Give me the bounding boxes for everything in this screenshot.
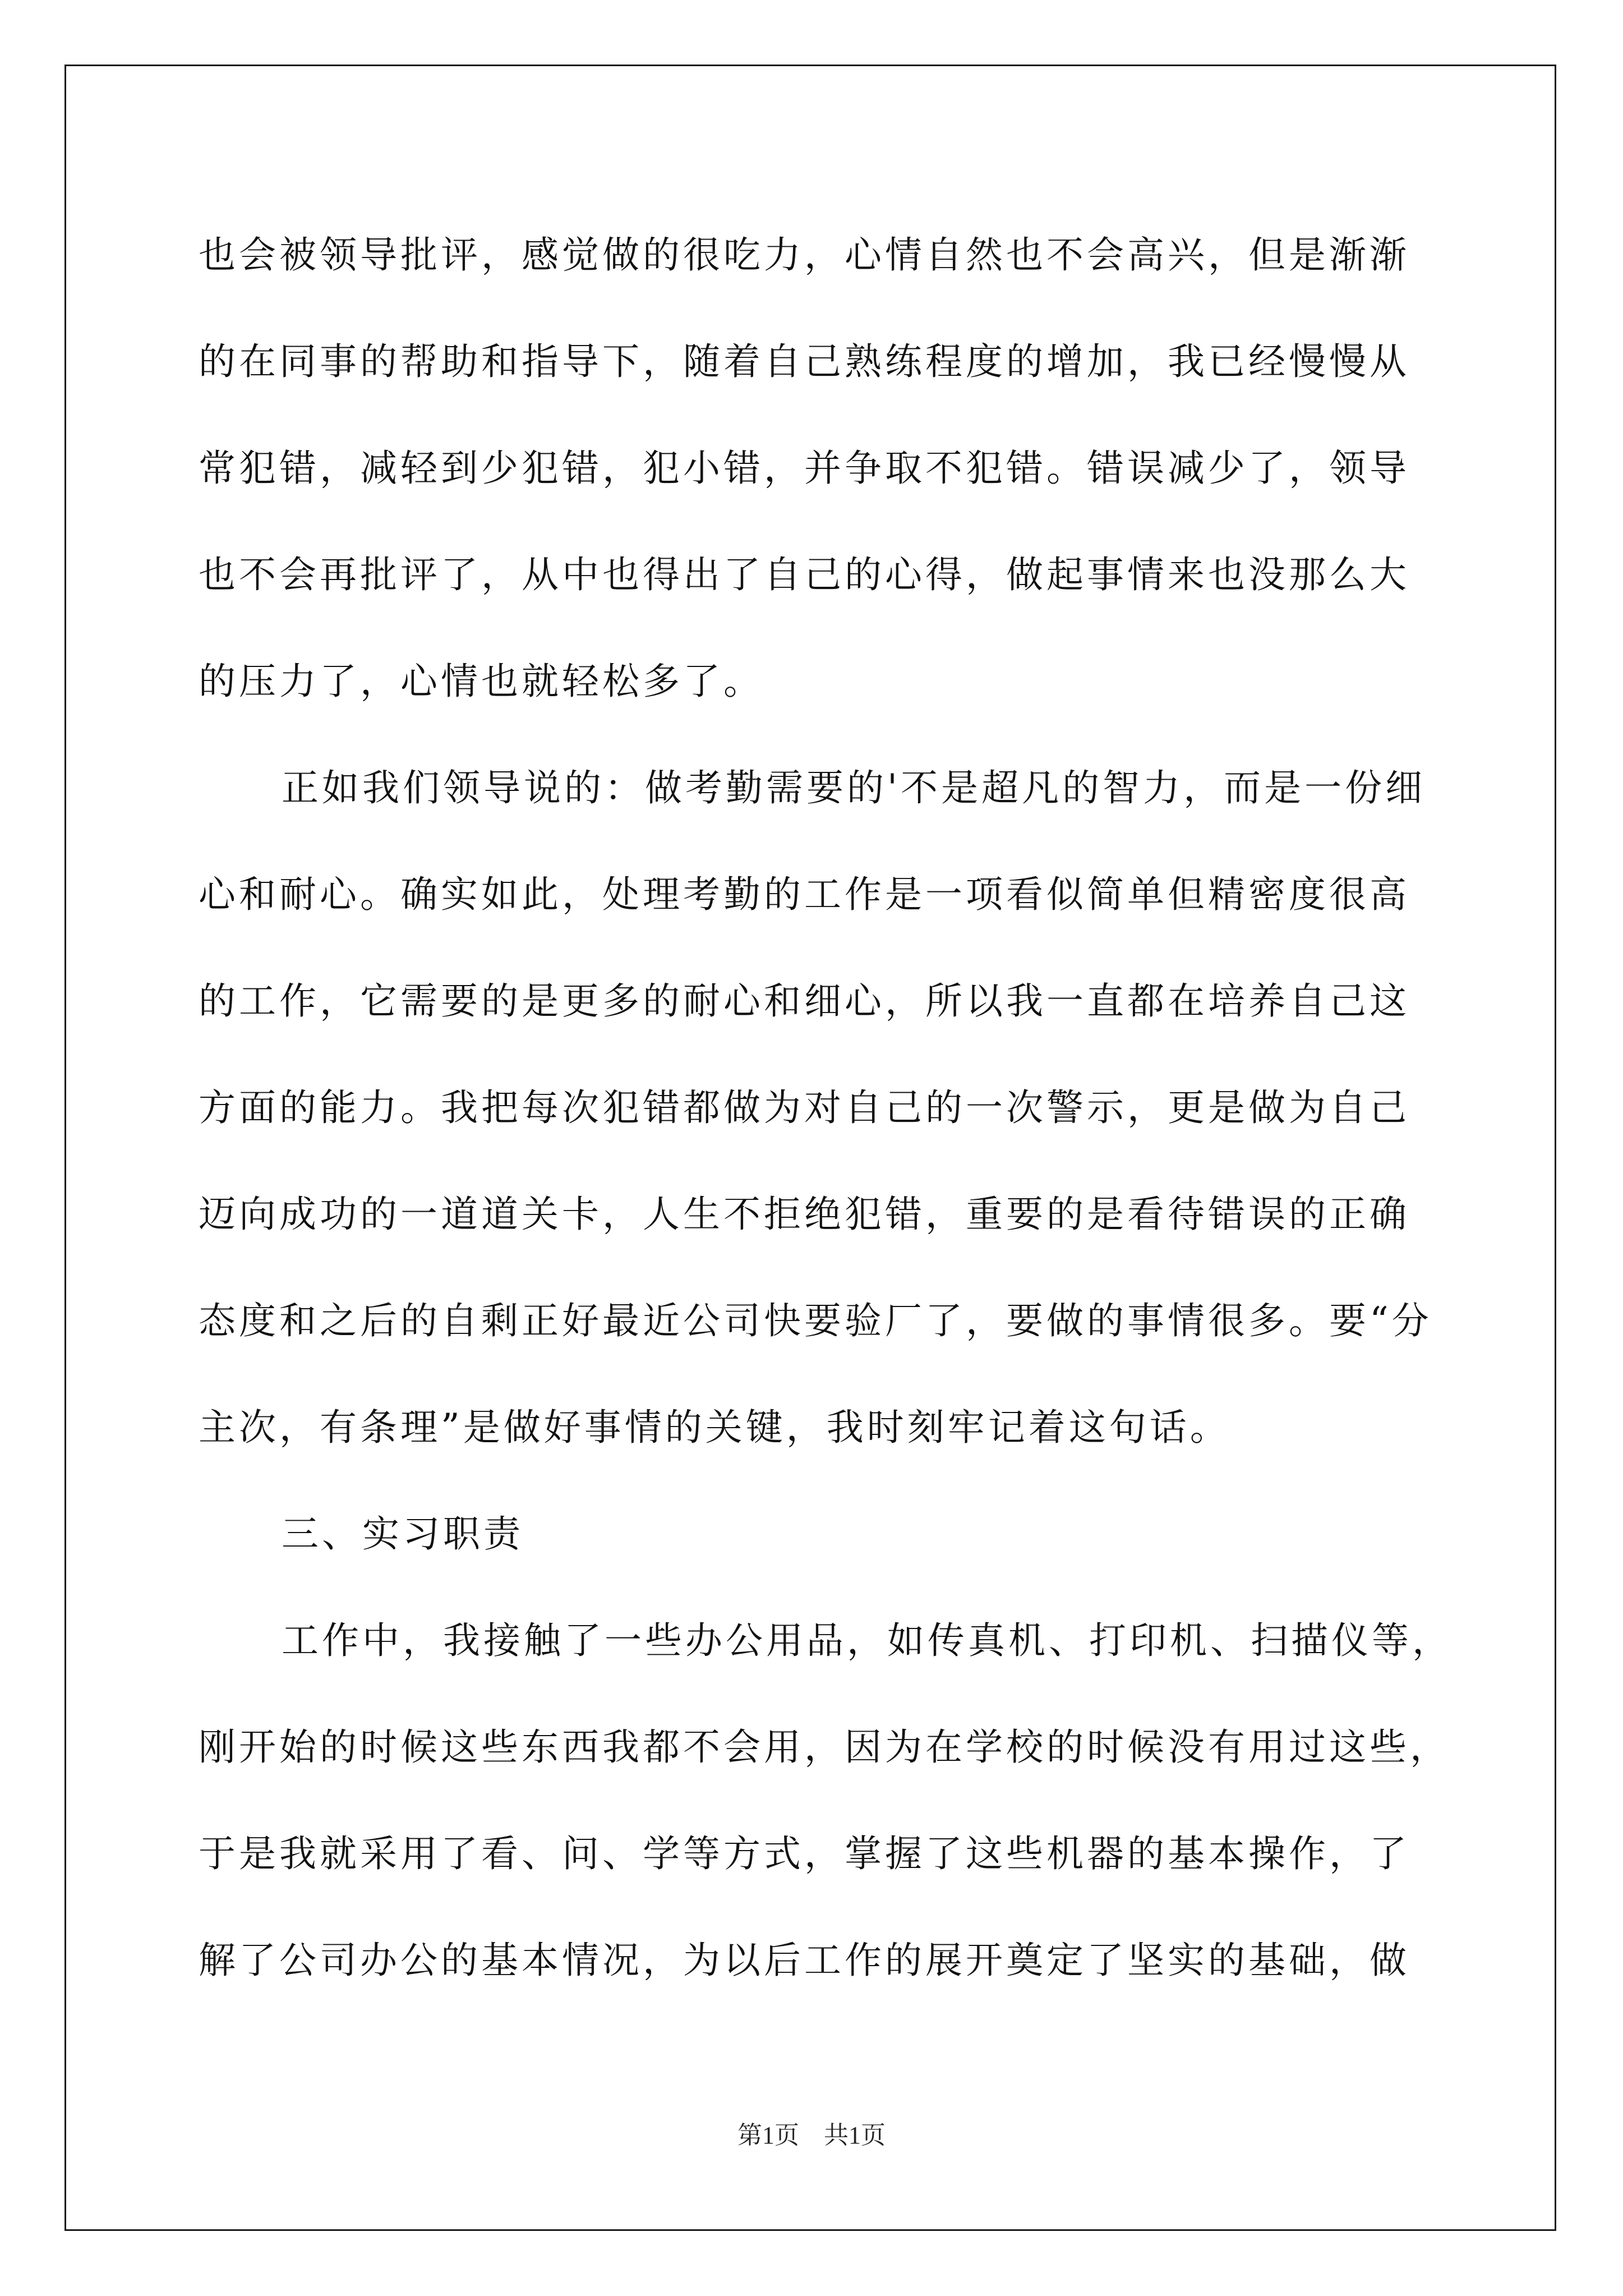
text-line-1: 也会被领导批评，感觉做的很吃力，心情自然也不会高兴，但是渐渐	[199, 233, 1410, 277]
text-line-16: 于是我就采用了看、问、学等方式，掌握了这些机器的基本操作，了	[199, 1832, 1410, 1875]
text-line-14: 工作中，我接触了一些办公用品，如传真机、打印机、扫描仪等，	[282, 1619, 1453, 1662]
text-line-3: 常犯错，减轻到少犯错，犯小错，并争取不犯错。错误减少了，领导	[199, 447, 1410, 490]
text-line-4: 也不会再批评了，从中也得出了自己的心得，做起事情来也没那么大	[199, 553, 1410, 596]
text-line-6: 正如我们领导说的：做考勤需要的'不是超凡的智力，而是一份细	[282, 766, 1426, 809]
text-line-17: 解了公司办公的基本情况，为以后工作的展开奠定了坚实的基础，做	[199, 1939, 1410, 1982]
text-line-11: 态度和之后的自剩正好最近公司快要验厂了，要做的事情很多。要“分	[199, 1299, 1432, 1342]
page-number-footer: 第1页 共1页	[737, 2122, 886, 2149]
text-line-2: 的在同事的帮助和指导下，随着自己熟练程度的增加，我已经慢慢从	[199, 340, 1410, 383]
text-line-15: 刚开始的时候这些东西我都不会用，因为在学校的时候没有用过这些，	[199, 1726, 1450, 1769]
text-line-5: 的压力了，心情也就轻松多了。	[199, 660, 764, 703]
text-line-10: 迈向成功的一道道关卡，人生不拒绝犯错，重要的是看待错误的正确	[199, 1193, 1410, 1236]
text-line-12: 主次，有条理”是做好事情的关键，我时刻牢记着这句话。	[199, 1406, 1230, 1449]
section-heading: 三、实习职责	[282, 1512, 524, 1556]
document-body	[199, 202, 1453, 2014]
text-line-8: 的工作，它需要的是更多的耐心和细心，所以我一直都在培养自己这	[199, 979, 1410, 1023]
text-line-7: 心和耐心。确实如此，处理考勤的工作是一项看似简单但精密度很高	[199, 873, 1410, 916]
text-line-9: 方面的能力。我把每次犯错都做为对自己的一次警示，更是做为自己	[199, 1086, 1410, 1129]
